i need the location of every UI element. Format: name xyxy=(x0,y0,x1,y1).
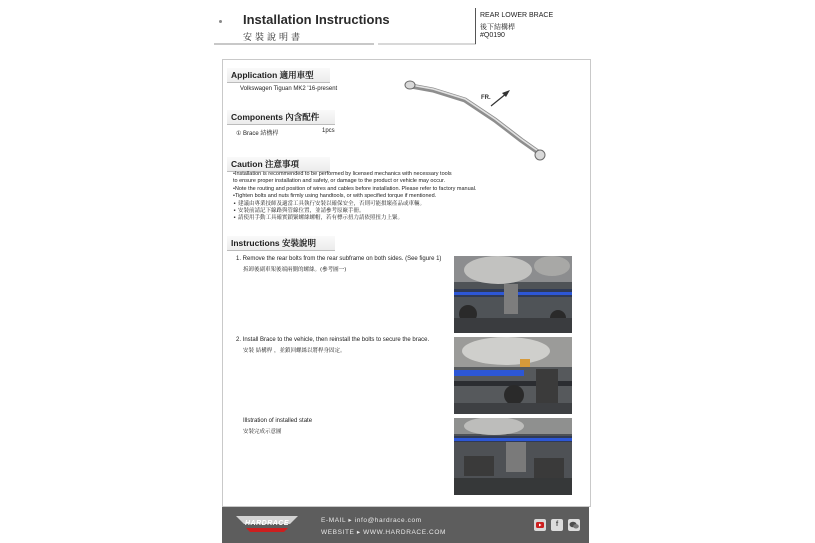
caution-line: •Installation is recommended to be performed by licensed mechanics with necessary tools xyxy=(233,171,452,177)
facebook-icon[interactable]: f xyxy=(551,519,563,531)
component-qty: 1pcs xyxy=(322,128,335,134)
application-heading: Application 適用車型 xyxy=(227,68,330,83)
bushing-left xyxy=(405,81,415,89)
figure-2-photo xyxy=(454,337,572,414)
illustration-caption: Illstration of installed state xyxy=(243,418,313,424)
caution-line: • 安裝前請記下線路與管線位置，並請參考原廠手冊。 xyxy=(233,208,365,215)
front-arrow xyxy=(491,90,510,106)
part-number: #Q0190 xyxy=(480,32,505,39)
figure-1-photo xyxy=(454,256,572,333)
footer-website[interactable]: WEBSITE ▸ WWW.HARDRACE.COM xyxy=(321,529,447,536)
step2-text-cn: 安裝 結構桿 ，並鎖回螺絲以將桿身固定。 xyxy=(243,348,346,354)
caution-line: • 請使用手動工具確實鎖緊螺絲螺帽，若有標示扭力請依照扭力上緊。 xyxy=(233,215,403,222)
brace-diagram xyxy=(395,66,560,176)
caution-line: •Tighten bolts and nuts firmly using handtools, or with specified torque if mentioned. xyxy=(233,193,437,200)
installed-state-photo xyxy=(454,418,572,495)
brace-bar xyxy=(411,85,538,152)
components-heading: Components 內含配件 xyxy=(227,110,335,125)
caution-line: to ensure proper installation and safety, or damage to the product or vehicle may occur. xyxy=(233,178,446,185)
product-name-cn: 後下結構桿 xyxy=(480,23,515,31)
header-rule-left xyxy=(214,43,374,45)
application-vehicle: Volkswagen Tiguan MK2 '16-present xyxy=(240,86,338,92)
front-label: FR. xyxy=(481,95,491,101)
brand-logo-text: HARDRACE xyxy=(244,520,290,527)
header-separator xyxy=(475,8,476,44)
header-rule-right xyxy=(378,43,476,45)
step1-text-cn: 拆卸後副車架後端兩側的螺絲。(參考圖一) xyxy=(243,267,347,273)
wechat-icon[interactable] xyxy=(568,519,580,531)
instructions-heading: Instructions 安裝說明 xyxy=(227,236,335,251)
caution-list xyxy=(233,171,476,223)
page-title-cn: 安裝說明書 xyxy=(243,33,304,43)
caution-line: •Note the routing and position of wires and cables before installation. Please refer to factory manual. xyxy=(233,185,477,192)
header-accent-dots xyxy=(219,20,226,27)
footer-email[interactable]: E-MAIL ▸ info@hardrace.com xyxy=(321,517,422,524)
product-name: REAR LOWER BRACE xyxy=(480,12,554,19)
step1-text: 1. Remove the rear bolts from the rear subframe on both sides. (See figure 1) xyxy=(236,256,442,262)
page-title: Installation Instructions xyxy=(243,12,390,27)
component-item: ① Brace 結構桿 xyxy=(236,131,279,137)
brand-logo xyxy=(232,512,302,538)
bushing-right xyxy=(535,150,545,160)
illustration-caption-cn: 安裝完成示意圖 xyxy=(243,429,282,435)
step2-text: 2. Install Brace to the vehicle, then reinstall the bolts to secure the brace. xyxy=(236,337,430,343)
youtube-icon[interactable] xyxy=(534,519,546,531)
caution-line: • 建議由專業技師及適當工具執行安裝以確保安全，否則可能損壞產品或車輛。 xyxy=(233,200,425,207)
caution-heading: Caution 注意事項 xyxy=(227,157,330,172)
